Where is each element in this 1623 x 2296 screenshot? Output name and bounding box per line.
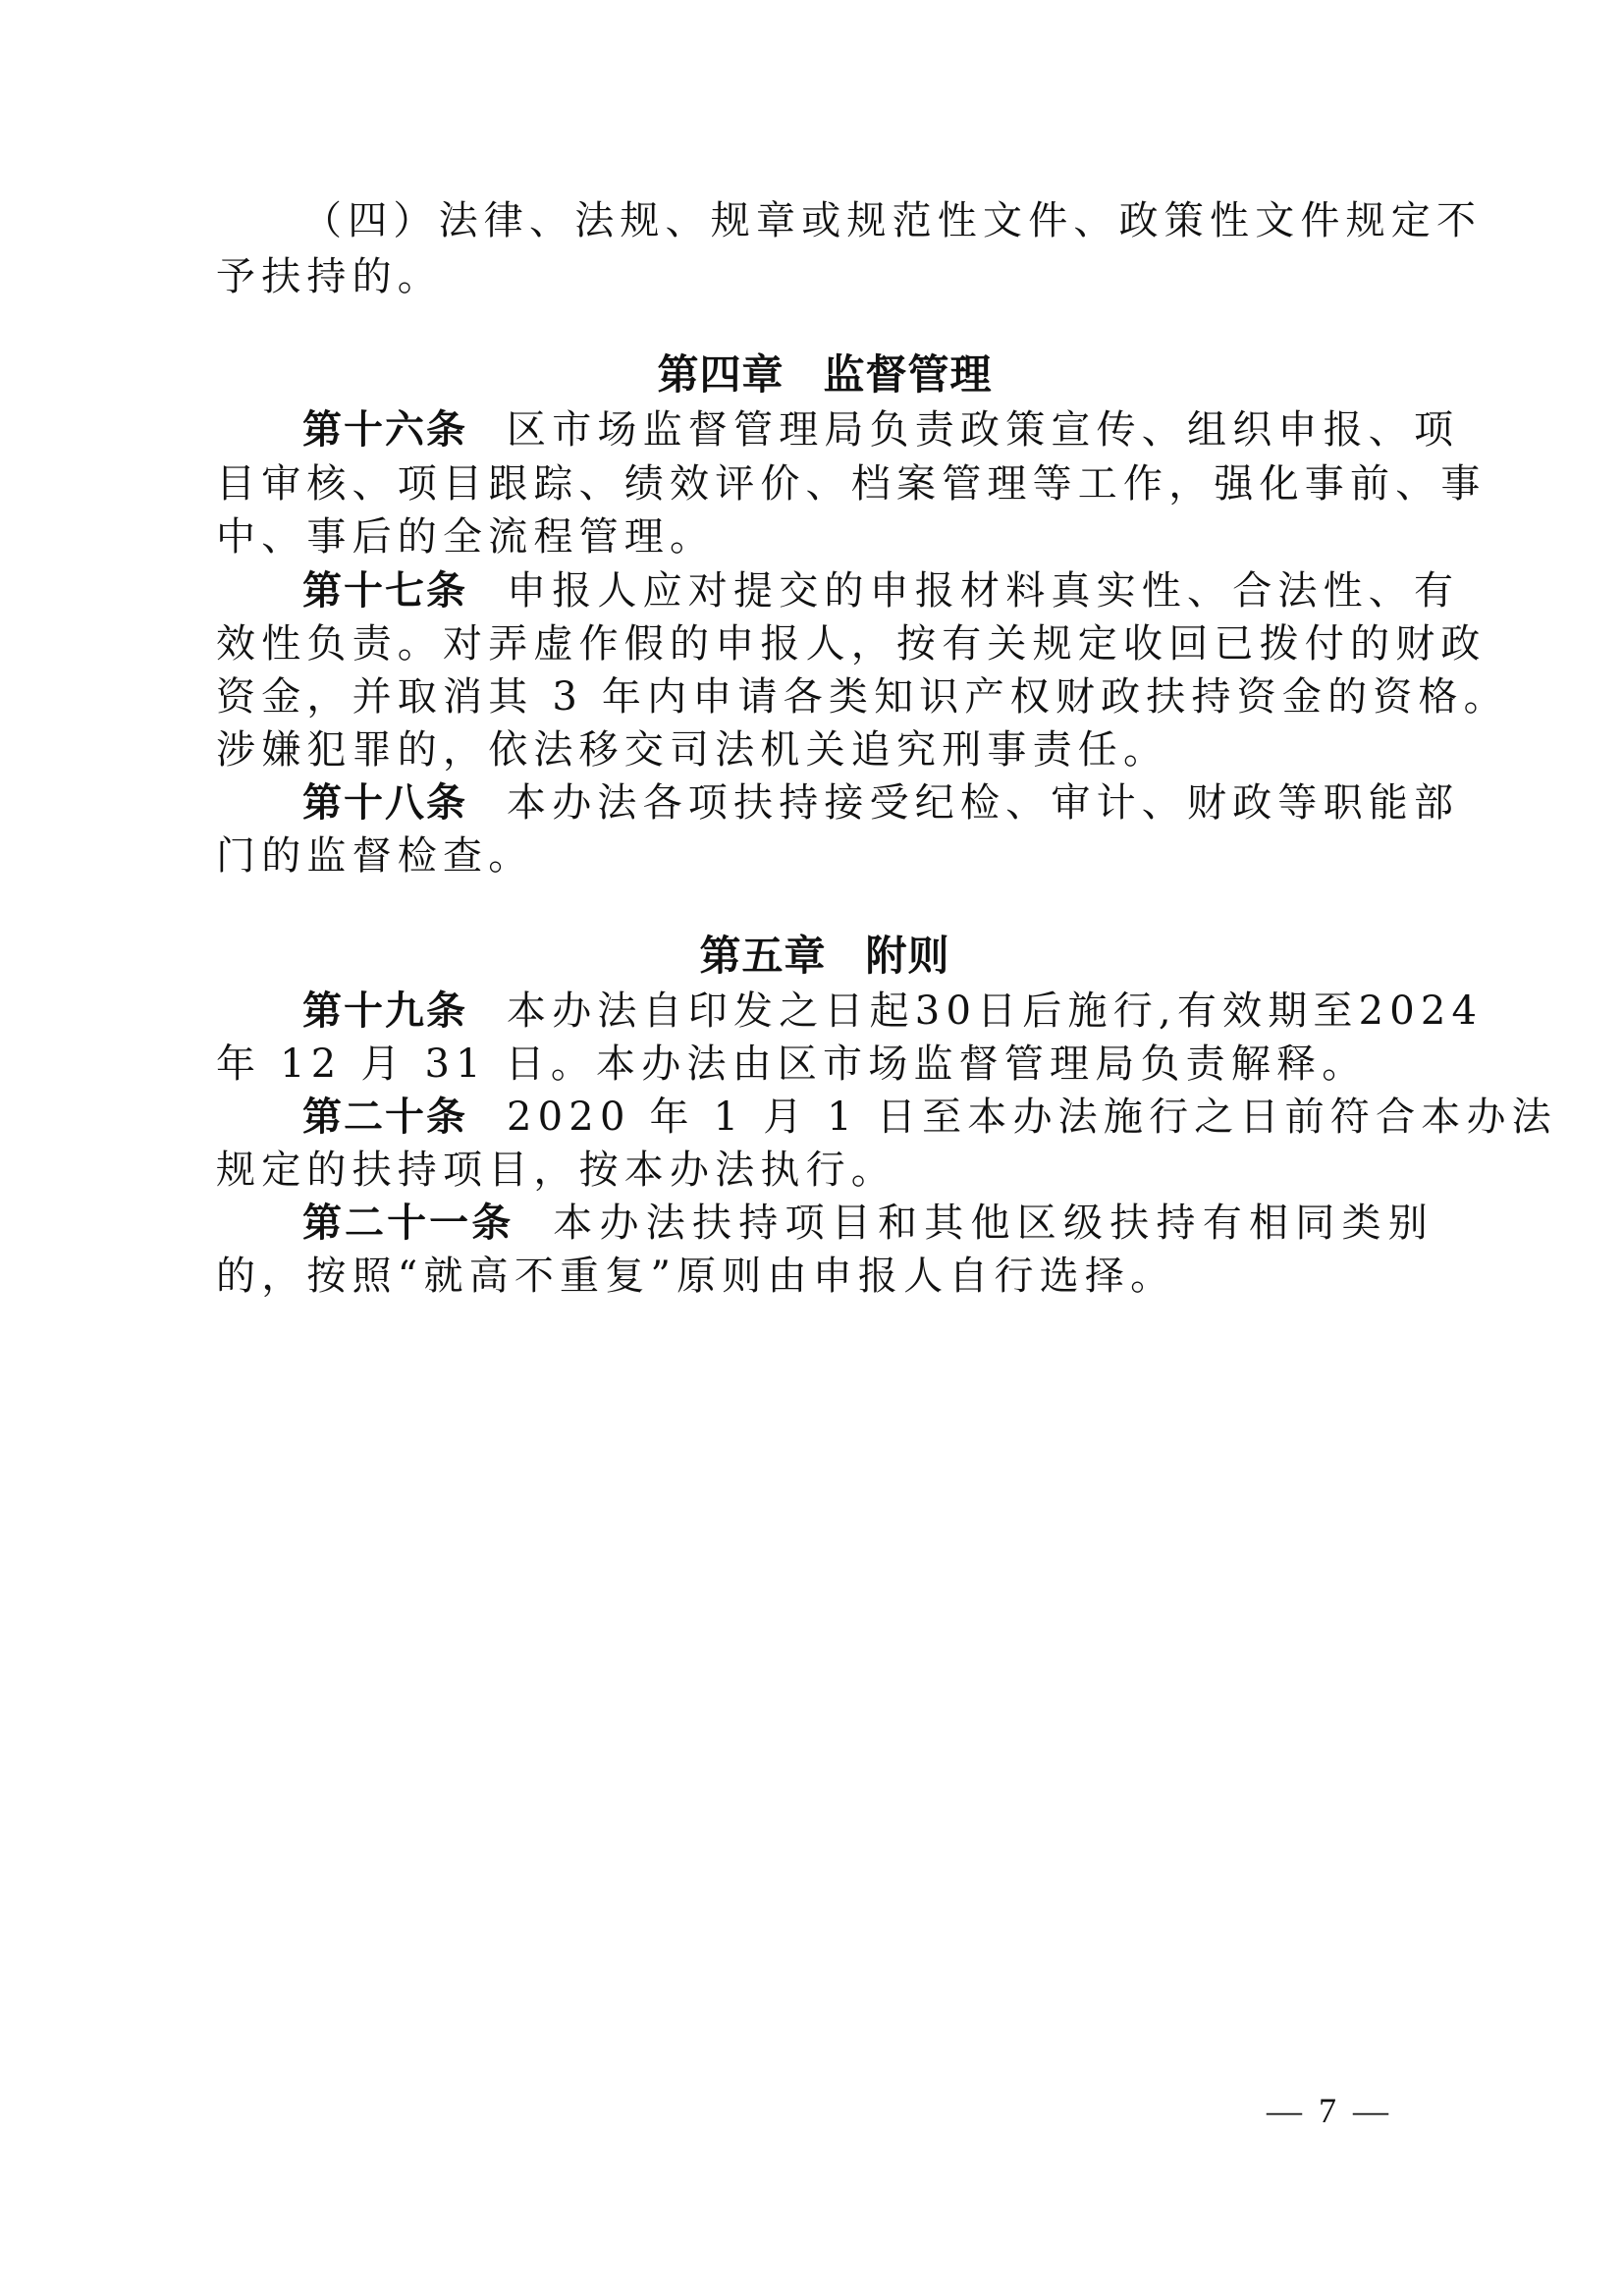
chapter-five-title: 附则	[865, 932, 950, 980]
article-18-label: 第十八条	[302, 780, 467, 826]
chapter-five-heading	[216, 927, 1434, 986]
article-16-line-3: 中、事后的全流程管理。	[216, 514, 716, 560]
article-20-line-1	[216, 1088, 1557, 1147]
article-17-line-4: 涉嫌犯罪的，依法移交司法机关追究刑事责任。	[216, 727, 1169, 773]
article-17-line-2: 效性负责。对弄虚作假的申报人，按有关规定收回已拨付的财政	[216, 621, 1487, 667]
article-21-line-1	[216, 1194, 1434, 1253]
article-21-text-1: 本办法扶持项目和其他区级扶持有相同类别	[553, 1201, 1434, 1246]
article-18-text-1: 本办法各项扶持接受纪检、审计、财政等职能部	[507, 780, 1460, 826]
item-four-line-1: （四）法律、法规、规章或规范性文件、政策性文件规定不	[302, 198, 1483, 243]
article-20-label: 第二十条	[302, 1095, 467, 1140]
item-four-line-2: 予扶持的。	[216, 254, 443, 299]
article-16-text-1: 区市场监督管理局负责政策宣传、组织申报、项	[507, 407, 1460, 453]
article-19-line-1	[216, 982, 1484, 1041]
article-17-line-3: 资金，并取消其 3 年内申请各类知识产权财政扶持资金的资格。	[216, 674, 1509, 720]
chapter-four-number: 第四章	[657, 350, 784, 399]
article-19-label: 第十九条	[302, 988, 467, 1034]
page-number: — 7 —	[1267, 2091, 1392, 2130]
article-17-text-1: 申报人应对提交的申报材料真实性、合法性、有	[507, 568, 1460, 614]
article-16-label: 第十六条	[302, 407, 467, 453]
article-17-line-1	[216, 561, 1460, 620]
chapter-four-heading	[216, 346, 1434, 404]
chapter-five-number: 第五章	[699, 932, 827, 980]
article-21-line-2: 的，按照“就高不重复”原则由申报人自行选择。	[216, 1254, 1176, 1299]
article-20-text-1: 2020 年 1 月 1 日至本办法施行之日前符合本办法	[507, 1095, 1557, 1140]
chapter-four-title: 监督管理	[823, 350, 993, 399]
article-16-line-1	[216, 400, 1460, 459]
article-18-line-1	[216, 774, 1460, 832]
article-16-line-2: 目审核、项目跟踪、绩效评价、档案管理等工作，强化事前、事	[216, 461, 1487, 507]
article-19-line-2: 年 12 月 31 日。本办法由区市场监督管理局负责解释。	[216, 1041, 1368, 1087]
article-17-label: 第十七条	[302, 568, 467, 614]
article-19-text-1: 本办法自印发之日起30日后施行,有效期至2024	[507, 988, 1484, 1034]
article-20-line-2: 规定的扶持项目，按本办法执行。	[216, 1148, 896, 1193]
article-18-line-2: 门的监督检查。	[216, 833, 534, 879]
document-page	[216, 0, 1557, 2296]
article-21-label: 第二十一条	[302, 1201, 514, 1246]
